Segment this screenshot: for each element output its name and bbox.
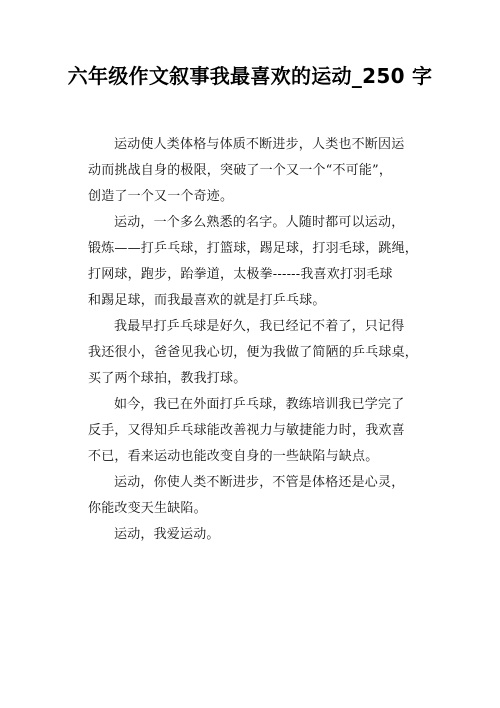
paragraph-5: [88, 470, 420, 522]
paragraph-line: 反手，又得知乒乓球能改善视力与敏捷能力时，我欢喜: [88, 423, 405, 438]
paragraph-line: 不已，看来运动也能改变自身的一些缺陷与缺点。: [88, 449, 379, 464]
paragraph-1: [88, 132, 420, 210]
document-body: [88, 132, 420, 548]
paragraph-line: 如今，我已在外面打乒乓球，教练培训我已学完了: [114, 397, 405, 412]
paragraph-line: 你能改变天生缺陷。: [88, 501, 207, 516]
paragraph-line: 运动，我爱运动。: [114, 527, 220, 542]
paragraph-line: 和踢足球，而我最喜欢的就是打乒乓球。: [88, 293, 326, 308]
paragraph-line: 打网球，跑步，跆拳道，太极拳------我喜欢打羽毛球: [88, 267, 393, 282]
paragraph-line: 动而挑战自身的极限，突破了一个又一个“不可能”，: [88, 163, 393, 178]
paragraph-4: [88, 392, 420, 470]
paragraph-3: [88, 314, 420, 392]
paragraph-line: 创造了一个又一个奇迹。: [88, 189, 234, 204]
paragraph-line: 锻炼——打乒乓球，打篮球，踢足球，打羽毛球，跳绳，: [88, 241, 419, 256]
paragraph-line: 运动，一个多么熟悉的名字。人随时都可以运动，: [114, 215, 405, 230]
paragraph-2: [88, 210, 420, 314]
document-title: 六年级作文叙事我最喜欢的运动_250 字: [67, 64, 433, 88]
paragraph-line: 买了两个球拍，教我打球。: [88, 371, 247, 386]
paragraph-line: 我还很小，爸爸见我心切，便为我做了简陋的乒乓球桌，: [88, 345, 419, 360]
paragraph-6: [88, 522, 420, 548]
paragraph-line: 我最早打乒乓球是好久，我已经记不着了，只记得: [114, 319, 405, 334]
paragraph-line: 运动使人类体格与体质不断进步，人类也不断因运: [114, 137, 405, 152]
paragraph-line: 运动，你使人类不断进步，不管是体格还是心灵，: [114, 475, 405, 490]
